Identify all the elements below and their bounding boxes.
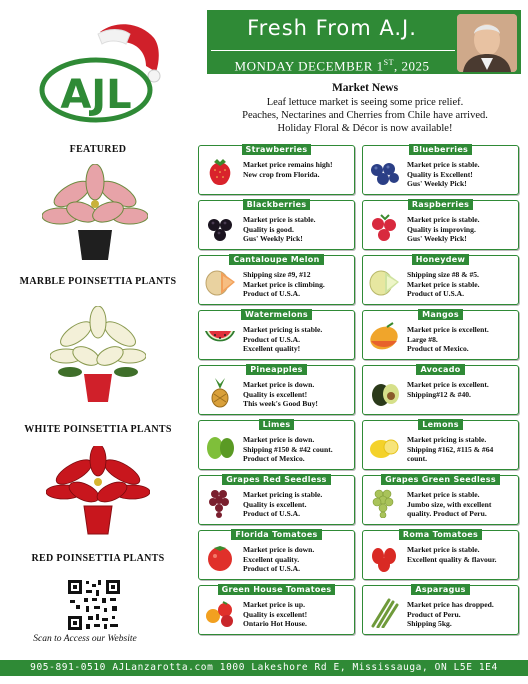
date-prefix: MONDAY DECEMBER 1 bbox=[234, 58, 384, 74]
product-note-line: Product of U.S.A. bbox=[243, 289, 301, 298]
plant-label-marble: MARBLE POINSETTIA PLANTS bbox=[19, 276, 177, 287]
product-notes bbox=[243, 325, 351, 354]
product-name-tag: Honeydew bbox=[412, 254, 469, 265]
product-note-line: quality. Product of Peru. bbox=[407, 509, 487, 518]
product-note-line: Market price has dropped. bbox=[407, 600, 494, 609]
product-card bbox=[198, 475, 355, 525]
product-name-tag: Blackberries bbox=[243, 199, 311, 210]
product-note-line: Shipping size #8 & #5. bbox=[407, 270, 479, 279]
product-name-tag: Green House Tomatoes bbox=[218, 584, 336, 595]
product-notes bbox=[407, 600, 515, 629]
product-note-line: This week's Good Buy! bbox=[243, 399, 318, 408]
product-note-line: Market price is stable. bbox=[407, 279, 480, 289]
product-card bbox=[362, 200, 519, 250]
product-note-line: Excellent quality! bbox=[243, 344, 301, 353]
product-name-tag: Avocado bbox=[416, 364, 464, 375]
product-notes bbox=[243, 160, 351, 179]
product-note-line: New crop from Florida. bbox=[243, 169, 320, 179]
product-note-line: Large #8. bbox=[407, 334, 438, 344]
product-note-line: Market price is stable. bbox=[243, 215, 316, 224]
product-name-tag: Lemons bbox=[418, 419, 463, 430]
raspberry-icon bbox=[367, 211, 401, 243]
product-card bbox=[362, 475, 519, 525]
asparagus-icon bbox=[367, 596, 401, 628]
blueberry-icon bbox=[367, 156, 401, 188]
product-card bbox=[198, 255, 355, 305]
product-note-line: count. bbox=[407, 454, 428, 463]
green-grapes-icon bbox=[367, 486, 401, 518]
product-note-line: Product of U.S.A. bbox=[243, 509, 301, 518]
avocado-icon bbox=[367, 376, 401, 408]
product-name-tag: Mangos bbox=[418, 309, 463, 320]
honeydew-icon bbox=[367, 266, 401, 298]
product-notes bbox=[407, 490, 515, 519]
product-note-line: Market price is stable. bbox=[407, 545, 480, 554]
product-note-line: Quality is excellent! bbox=[243, 389, 308, 399]
product-note-line: Market price is up. bbox=[243, 600, 306, 609]
product-name-tag: Grapes Green Seedless bbox=[381, 474, 500, 485]
product-notes bbox=[407, 325, 515, 354]
product-notes bbox=[407, 545, 515, 564]
product-note-line: Product of U.S.A. bbox=[243, 334, 301, 344]
marble-poinsettia-image bbox=[42, 164, 148, 264]
product-note-line: Market price is stable. bbox=[407, 490, 480, 499]
blackberry-icon bbox=[203, 211, 237, 243]
market-news bbox=[212, 82, 518, 135]
product-note-line: Quality is excellent! bbox=[243, 609, 308, 619]
product-note-line: Shipping #162, #115 & #64 bbox=[407, 444, 494, 454]
product-note-line: Market price is down. bbox=[243, 435, 315, 444]
product-notes bbox=[407, 215, 515, 244]
market-news-line: Peaches, Nectarines and Cherries from Chile have arrived. bbox=[242, 110, 488, 121]
footer-contact: 905-891-0510 AJLanzarotta.com 1000 Lakeshore Rd E, Mississauga, ON L5E 1E4 bbox=[0, 660, 528, 676]
product-card bbox=[198, 200, 355, 250]
product-card bbox=[198, 420, 355, 470]
product-note-line: Product of Mexico. bbox=[407, 344, 469, 353]
product-note-line: Quality is improving. bbox=[407, 224, 476, 234]
product-name-tag: Cantaloupe Melon bbox=[229, 254, 323, 265]
product-card bbox=[198, 310, 355, 360]
product-note-line: Quality is excellent. bbox=[243, 499, 307, 509]
product-note-line: Excellent quality & flavour. bbox=[407, 554, 497, 564]
product-notes bbox=[407, 160, 515, 189]
lemon-icon bbox=[367, 431, 401, 463]
product-note-line: Ontario Hot House. bbox=[243, 619, 307, 628]
page-title: Fresh From A.J. bbox=[247, 16, 417, 40]
roma-tomato-icon bbox=[367, 541, 401, 573]
tomato-icon bbox=[203, 541, 237, 573]
product-note-line: Jumbo size, with excellent bbox=[407, 499, 492, 509]
product-note-line: Market price is excellent. bbox=[407, 380, 489, 389]
product-card bbox=[362, 255, 519, 305]
product-name-tag: Roma Tomatoes bbox=[399, 529, 482, 540]
pineapple-icon bbox=[203, 376, 237, 408]
red-poinsettia-image bbox=[46, 446, 150, 536]
product-notes bbox=[407, 380, 515, 399]
plant-label-white: WHITE POINSETTIA PLANTS bbox=[24, 424, 172, 435]
cantaloupe-icon bbox=[203, 266, 237, 298]
product-note-line: Product of U.S.A. bbox=[243, 564, 301, 573]
product-note-line: Market price is stable. bbox=[407, 215, 480, 224]
red-grapes-icon bbox=[203, 486, 237, 518]
product-card bbox=[362, 530, 519, 580]
product-note-line: Market pricing is stable. bbox=[407, 435, 487, 444]
product-note-line: Market pricing is stable. bbox=[243, 325, 323, 334]
mango-icon bbox=[367, 321, 401, 353]
logo-letters: AJL bbox=[60, 72, 132, 118]
product-note-line: Market price is excellent. bbox=[407, 325, 489, 334]
market-news-title: Market News bbox=[331, 82, 399, 94]
product-notes bbox=[243, 270, 351, 299]
product-card bbox=[362, 365, 519, 415]
featured-heading: FEATURED bbox=[69, 144, 127, 155]
product-card bbox=[198, 145, 355, 195]
greenhouse-tomato-icon bbox=[203, 596, 237, 628]
product-note-line: Gus' Weekly Pick! bbox=[407, 234, 467, 243]
product-name-tag: Watermelons bbox=[241, 309, 312, 320]
product-note-line: Product of Mexico. bbox=[243, 454, 305, 463]
product-note-line: Quality is Excellent! bbox=[407, 169, 473, 179]
scan-caption: Scan to Access our Website bbox=[33, 634, 137, 644]
product-card bbox=[362, 420, 519, 470]
product-name-tag: Blueberries bbox=[409, 144, 472, 155]
product-note-line: Market price is down. bbox=[243, 545, 315, 554]
product-name-tag: Limes bbox=[259, 419, 295, 430]
product-note-line: Market price is stable. bbox=[407, 160, 480, 169]
owner-photo bbox=[457, 14, 517, 72]
watermelon-icon bbox=[203, 321, 237, 353]
date-superscript: ST bbox=[383, 58, 394, 67]
product-note-line: Product of U.S.A. bbox=[407, 289, 465, 298]
qr-code[interactable] bbox=[66, 578, 122, 632]
product-notes bbox=[243, 380, 351, 409]
product-name-tag: Strawberries bbox=[242, 144, 312, 155]
product-name-tag: Grapes Red Seedless bbox=[222, 474, 330, 485]
product-note-line: Excellent quality. bbox=[243, 554, 300, 564]
product-name-tag: Florida Tomatoes bbox=[231, 529, 321, 540]
product-name-tag: Pineapples bbox=[246, 364, 307, 375]
product-note-line: Market price is climbing. bbox=[243, 279, 325, 289]
product-card bbox=[362, 585, 519, 635]
company-logo bbox=[38, 16, 168, 124]
product-note-line: Shipping#12 & #40. bbox=[407, 389, 471, 399]
product-note-line: Market price remains high! bbox=[243, 160, 333, 169]
product-name-tag: Raspberries bbox=[408, 199, 473, 210]
market-news-line: Holiday Floral & Décor is now available! bbox=[277, 123, 453, 134]
product-card bbox=[362, 310, 519, 360]
product-card bbox=[198, 530, 355, 580]
product-note-line: Shipping size #9, #12 bbox=[243, 270, 311, 279]
product-note-line: Market price is down. bbox=[243, 380, 315, 389]
product-notes bbox=[407, 270, 515, 299]
product-notes bbox=[407, 435, 515, 464]
market-news-line: Leaf lettuce market is seeing some price relief. bbox=[266, 97, 464, 108]
product-card bbox=[362, 145, 519, 195]
date-suffix: , 2025 bbox=[393, 58, 430, 74]
header-banner bbox=[207, 10, 521, 74]
product-card bbox=[198, 585, 355, 635]
product-note-line: Shipping 5kg. bbox=[407, 619, 452, 628]
plant-label-red: RED POINSETTIA PLANTS bbox=[31, 553, 165, 564]
lime-icon bbox=[203, 431, 237, 463]
product-note-line: Shipping #150 & #42 count. bbox=[243, 444, 333, 454]
product-name-tag: Asparagus bbox=[411, 584, 469, 595]
product-notes bbox=[243, 545, 351, 574]
product-notes bbox=[243, 490, 351, 519]
product-note-line: Quality is good. bbox=[243, 224, 294, 234]
strawberry-icon bbox=[203, 156, 237, 188]
product-note-line: Gus' Weekly Pick! bbox=[243, 234, 303, 243]
product-card bbox=[198, 365, 355, 415]
product-note-line: Gus' Weekly Pick! bbox=[407, 179, 467, 188]
white-poinsettia-image bbox=[50, 306, 146, 404]
product-notes bbox=[243, 600, 351, 629]
product-note-line: Product of Peru. bbox=[407, 609, 461, 619]
product-notes bbox=[243, 215, 351, 244]
product-note-line: Market pricing is stable. bbox=[243, 490, 323, 499]
header-date bbox=[207, 52, 457, 73]
product-notes bbox=[243, 435, 351, 464]
